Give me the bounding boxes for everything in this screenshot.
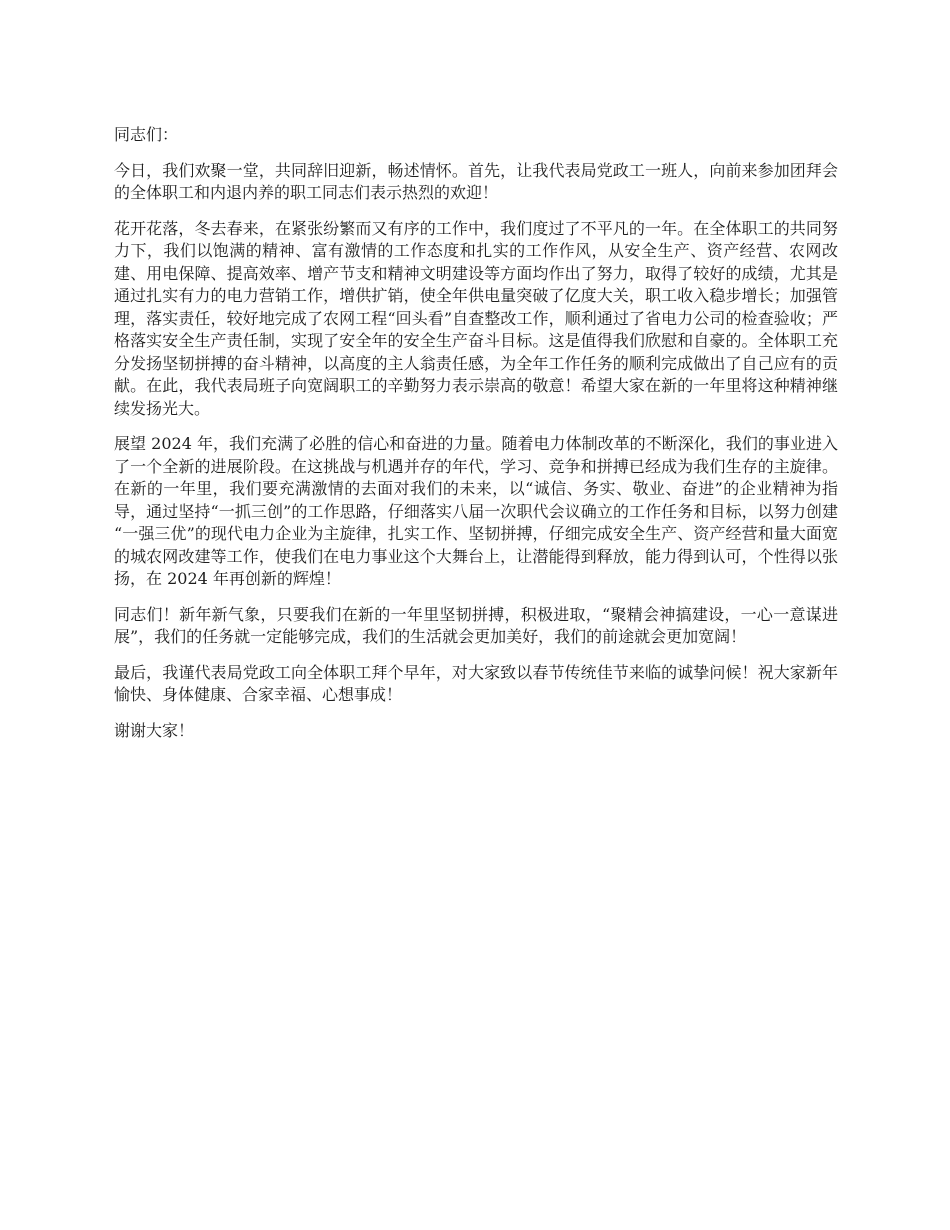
opening-paragraph: 今日，我们欢聚一堂，共同辞旧迎新，畅述情怀。首先，让我代表局党政工一班人，向前来参加团拜会的全体职工和内退内养的职工同志们表示热烈的欢迎！ (114, 160, 838, 202)
document-page (114, 124, 838, 755)
thanks-line: 谢谢大家！ (114, 720, 195, 740)
encouragement-paragraph: 同志们！新年新气象，只要我们在新的一年里坚韧拼搏，积极进取，“聚精会神搞建设，一心一意谋进展”，我们的任务就一定能够完成，我们的生活就会更加美好，我们的前途就会更加宽阔！ (114, 604, 838, 646)
review-paragraph: 花开花落，冬去春来，在紧张纷繁而又有序的工作中，我们度过了不平凡的一年。在全体职工的共同努力下，我们以饱满的精神、富有激情的工作态度和扎实的工作作风，从安全生产、资产经营、农网改建、用电保障、提高效率、增产节支和精神文明建设等方面均作出了努力，取得了较好的成绩，尤其是通过扎实有力的电力营销工作，增供扩销，使全年供电量突破了亿度大关，职工收入稳步增长；加强管理，落实责任，较好地完成了农网工程“回头看”自查整改工作，顺利通过了省电力公司的检查验收；严格落实安全生产责任制，实现了安全年的安全生产奋斗目标。这是值得我们欣慰和自豪的。全体职工充分发扬坚韧拼搏的奋斗精神，以高度的主人翁责任感，为全年工作任务的顺利完成做出了自己应有的贡献。在此，我代表局班子向宽阔职工的辛勤努力表示崇高的敬意！希望大家在新的一年里将这种精神继续发扬光大。 (114, 218, 838, 418)
salutation: 同志们： (114, 125, 179, 144)
closing-paragraph: 最后，我谨代表局党政工向全体职工拜个早年，对大家致以春节传统佳节来临的诚挚问候！祝大家新年愉快、身体健康、合家幸福、心想事成！ (114, 662, 838, 704)
outlook-paragraph: 展望 2024 年，我们充满了必胜的信心和奋进的力量。随着电力体制改革的不断深化，我们的事业进入了一个全新的进展阶段。在这挑战与机遇并存的年代，学习、竞争和拼搏已经成为我们生存的主旋律。在新的一年里，我们要充满激情的去面对我们的未来，以“诚信、务实、敬业、奋进”的企业精神为指导，通过坚持“一抓三创”的工作思路，仔细落实八届一次职代会议确立的工作任务和目标，以努力创建 “一强三优”的现代电力企业为主旋律，扎实工作、坚韧拼搏，仔细完成安全生产、资产经营和量大面宽的城农网改建等工作，使我们在电力事业这个大舞台上，让潜能得到释放，能力得到认可，个性得以张扬，在 2024 年再创新的辉煌！ (114, 434, 838, 588)
